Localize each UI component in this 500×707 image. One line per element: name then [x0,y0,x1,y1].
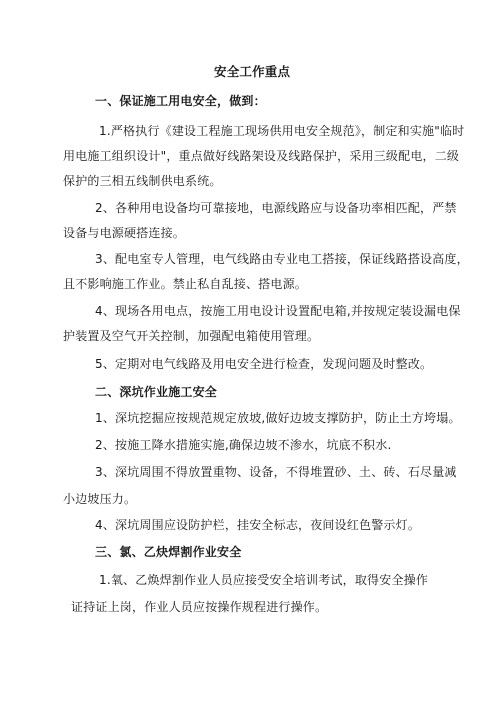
section-1-item-1-line-1: 1.严格执行《建设工程施工现场供用电安全规范》，制定和实施"临时 [99,124,465,138]
section-2-heading: 二、深坑作业施工安全 [95,385,218,399]
section-2-item-3-line-1: 3、深坑周围不得放置重物、设备，不得堆置砂、土、砖、石尽量减 [95,465,457,479]
section-2-item-4: 4、深坑周围应设防护栏，挂安全标志，夜间设红色警示灯。 [95,518,421,532]
section-1-item-5: 5、定期对电气线路及用电安全进行检查，发现问题及时整改。 [95,357,433,371]
section-1-item-4-line-2: 护装置及空气开关控制，加强配电箱使用管理。 [63,329,320,343]
section-3-item-1-line-1: 1.氧、乙焕焊割作业人员应接受安全培训考试，取得安全操作 [99,573,429,587]
section-1-item-3-line-1: 3、配电室专人管理，电气线路由专业电工搭接，保证线路搭设高度， [95,252,469,266]
section-2-item-1: 1、深坑挖掘应按规范规定放坡,做好边坡支撑防护，防止土方垮塌。 [95,411,461,425]
section-1-item-3-line-2: 且不影响施工作业。禁止私自乱接、搭电源。 [63,277,308,291]
section-3-item-1-line-2: 证持证上岗，作业人员应按操作规程进行操作。 [71,600,328,614]
section-1-item-1-line-2: 用电施工组织设计"，重点做好线路架设及线路保护，采用三级配电，二级 [63,149,460,163]
section-2-item-3-line-2: 小边坡压力。 [63,492,137,506]
section-1-item-2-line-2: 设备与电源硬搭连接。 [63,226,186,240]
document-title: 安全工作重点 [214,64,291,79]
section-3-heading: 三、氯、乙炔焊割作业安全 [95,545,242,559]
section-1-item-2-line-1: 2、各种用电设备均可靠接地，电源线路应与设备功率相匹配，严禁 [95,201,457,215]
section-1-item-4-line-1: 4、现场各用电点，按施工用电设计设置配电箱,并按规定装设漏电保 [95,304,461,318]
section-1-item-1-line-3: 保护的三相五线制供电系统。 [63,174,222,188]
section-1-heading: 一、保证施工用电安全，做到： [95,94,266,108]
section-2-item-2: 2、按施工降水措施实施,确保边坡不渗水，坑底不积水. [95,438,392,452]
